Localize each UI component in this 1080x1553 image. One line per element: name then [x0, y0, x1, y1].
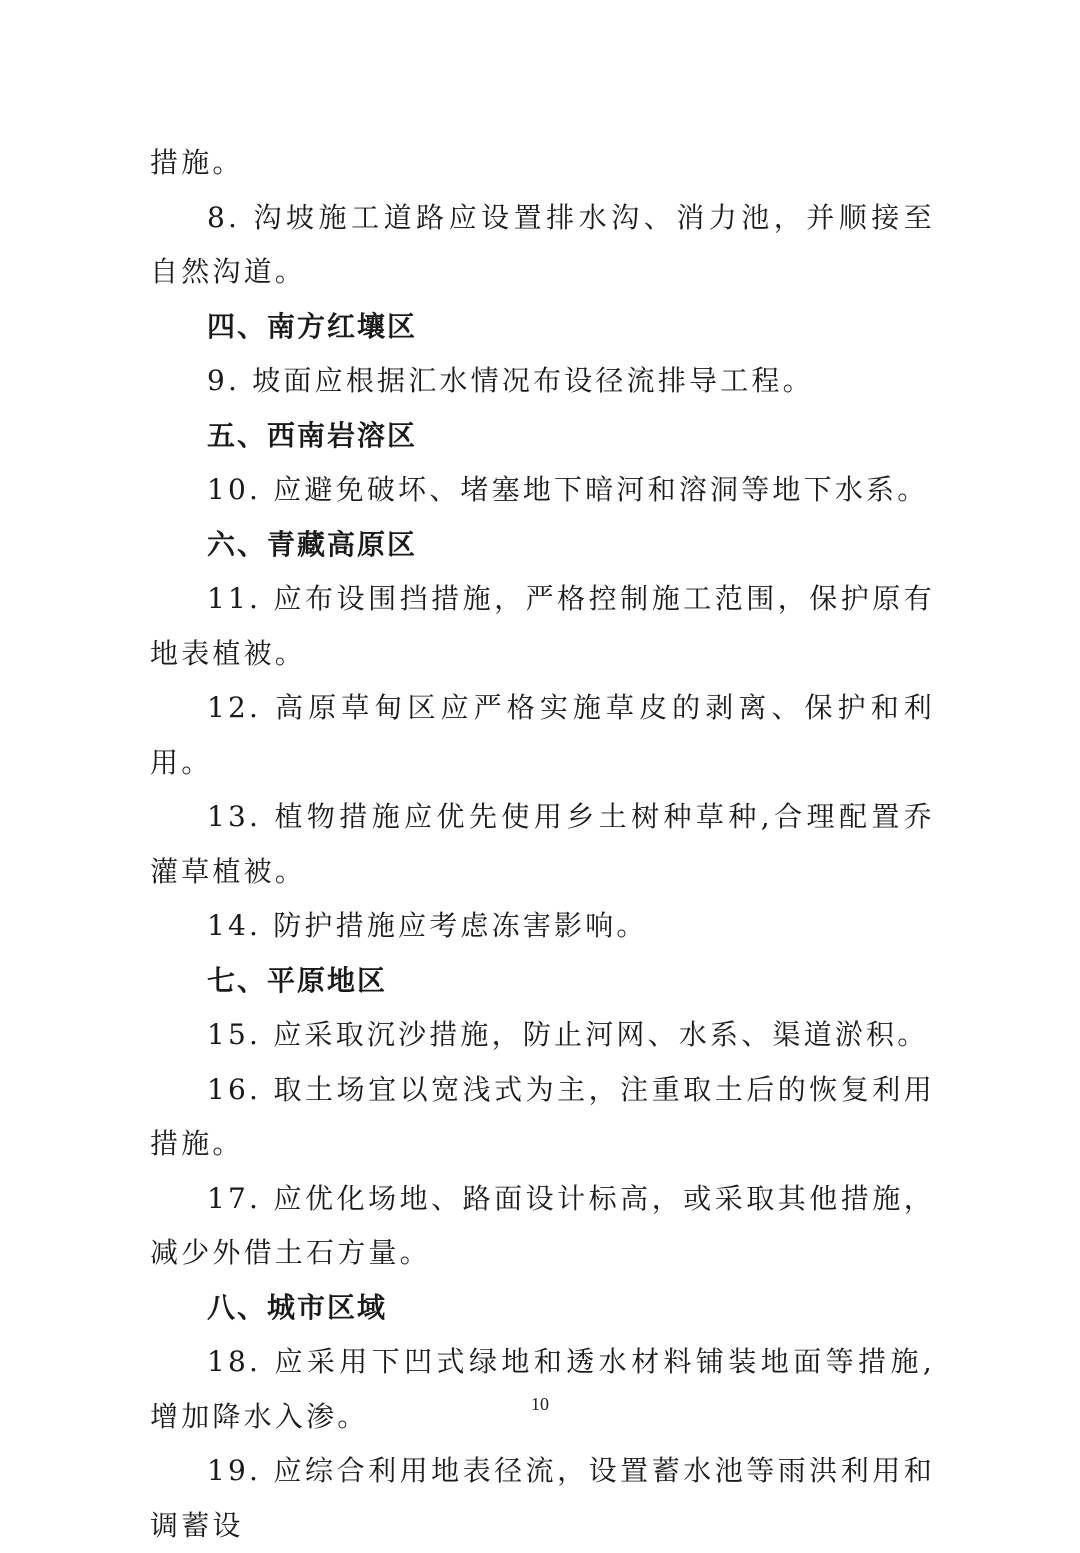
paragraph-item-8: 8. 沟坡施工道路应设置排水沟、消力池，并顺接至自然沟道。 — [150, 200, 935, 288]
paragraph-item-12: 12. 高原草甸区应严格实施草皮的剥离、保护和利用。 — [150, 691, 935, 779]
paragraph-item-19: 19. 应综合利用地表径流，设置蓄水池等雨洪利用和调蓄设 — [150, 1454, 935, 1542]
paragraph-item-18: 18. 应采用下凹式绿地和透水材料铺装地面等措施,增加降水入渗。 — [150, 1345, 935, 1433]
paragraph-item-13: 13. 植物措施应优先使用乡土树种草种,合理配置乔灌草植被。 — [150, 800, 935, 888]
paragraph-item-14: 14. 防护措施应考虑冻害影响。 — [207, 909, 648, 942]
paragraph-item-10: 10. 应避免破坏、堵塞地下暗河和溶洞等地下水系。 — [207, 473, 929, 506]
section-heading-6: 六、青藏高原区 — [207, 527, 418, 561]
section-heading-7: 七、平原地区 — [207, 963, 388, 997]
page-number: 10 — [531, 1394, 549, 1414]
section-heading-4: 四、南方红壤区 — [207, 309, 418, 343]
paragraph-item-11: 11. 应布设围挡措施，严格控制施工范围，保护原有地表植被。 — [150, 582, 935, 670]
document-body — [150, 136, 935, 1553]
paragraph-item-17: 17. 应优化场地、路面设计标高，或采取其他措施，减少外借土石方量。 — [150, 1181, 935, 1269]
paragraph-item-9: 9. 坡面应根据汇水情况布设径流排导工程。 — [207, 364, 814, 397]
section-heading-8: 八、城市区域 — [207, 1290, 388, 1324]
paragraph-item-15: 15. 应采取沉沙措施，防止河网、水系、渠道淤积。 — [207, 1018, 929, 1051]
paragraph-item-16: 16. 取土场宜以宽浅式为主，注重取土后的恢复利用措施。 — [150, 1072, 935, 1160]
paragraph-continuation: 措施。 — [150, 146, 244, 179]
section-heading-5: 五、西南岩溶区 — [207, 418, 418, 452]
